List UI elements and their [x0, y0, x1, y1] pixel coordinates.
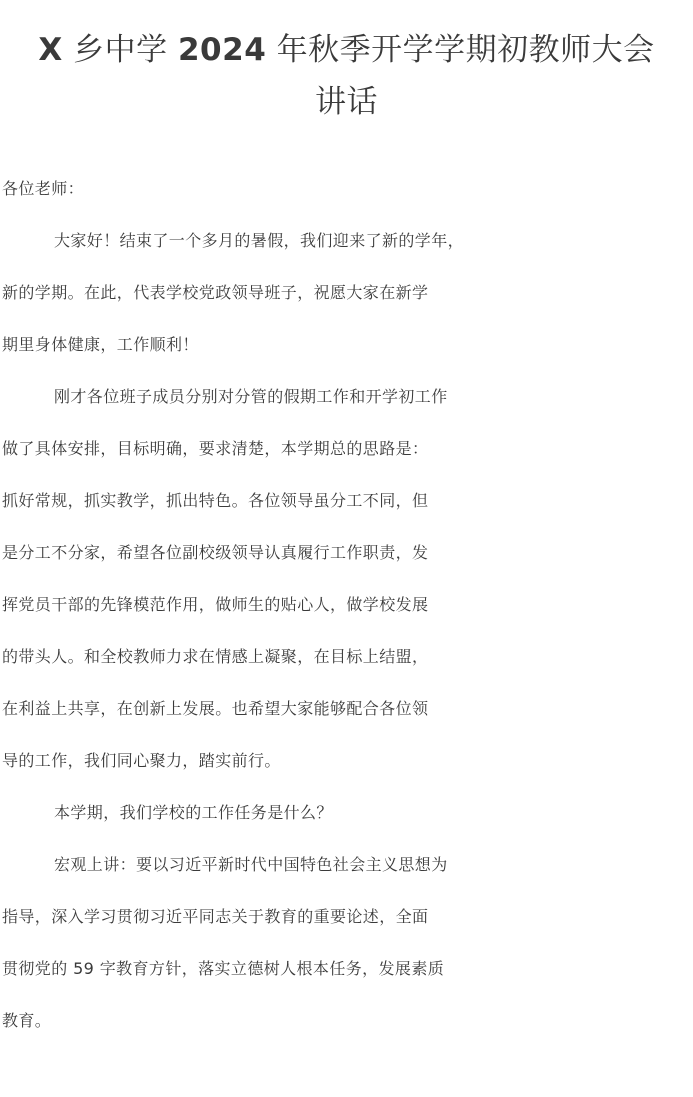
paragraph-line: 在利益上共享，在创新上发展。也希望大家能够配合各位领 — [2, 699, 429, 718]
paragraph-line: 抓好常规，抓实教学，抓出特色。各位领导虽分工不同，但 — [2, 491, 429, 510]
title-part-1: X — [38, 32, 63, 68]
paragraph-line: 贯彻党的 59 字教育方针，落实立德树人根本任务，发展素质 — [2, 959, 445, 978]
paragraph-line: 本学期，我们学校的工作任务是什么？ — [54, 803, 333, 822]
paragraph-line: 的带头人。和全校教师力求在情感上凝聚，在目标上结盟， — [2, 647, 429, 666]
paragraph-line: 刚才各位班子成员分别对分管的假期工作和开学初工作 — [54, 387, 448, 406]
document-body — [0, 163, 693, 1047]
title-part-4: 年秋季开学学期初教师大会 — [266, 32, 655, 68]
paragraph-line: 挥党员干部的先锋模范作用，做师生的贴心人，做学校发展 — [2, 595, 429, 614]
paragraph-line: 教育。 — [2, 1011, 52, 1030]
salutation: 各位老师： — [2, 179, 85, 198]
title-line-2: 讲话 — [315, 84, 378, 120]
paragraph-line: 期里身体健康，工作顺利！ — [2, 335, 199, 354]
document — [0, 24, 693, 1047]
paragraph-line: 新的学期。在此，代表学校党政领导班子，祝愿大家在新学 — [2, 283, 429, 302]
paragraph-line: 做了具体安排，目标明确，要求清楚，本学期总的思路是： — [2, 439, 429, 458]
paragraph-line: 是分工不分家，希望各位副校级领导认真履行工作职责，发 — [2, 543, 429, 562]
paragraph-line: 指导，深入学习贯彻习近平同志关于教育的重要论述，全面 — [2, 907, 429, 926]
title-part-2: 乡中学 — [62, 32, 178, 68]
paragraph-line: 宏观上讲：要以习近平新时代中国特色社会主义思想为 — [54, 855, 448, 874]
paragraph-line: 导的工作，我们同心聚力，踏实前行。 — [2, 751, 281, 770]
paragraph-line: 大家好！结束了一个多月的暑假，我们迎来了新的学年， — [54, 231, 465, 250]
title-part-3: 2024 — [177, 32, 267, 68]
document-title — [0, 24, 693, 128]
